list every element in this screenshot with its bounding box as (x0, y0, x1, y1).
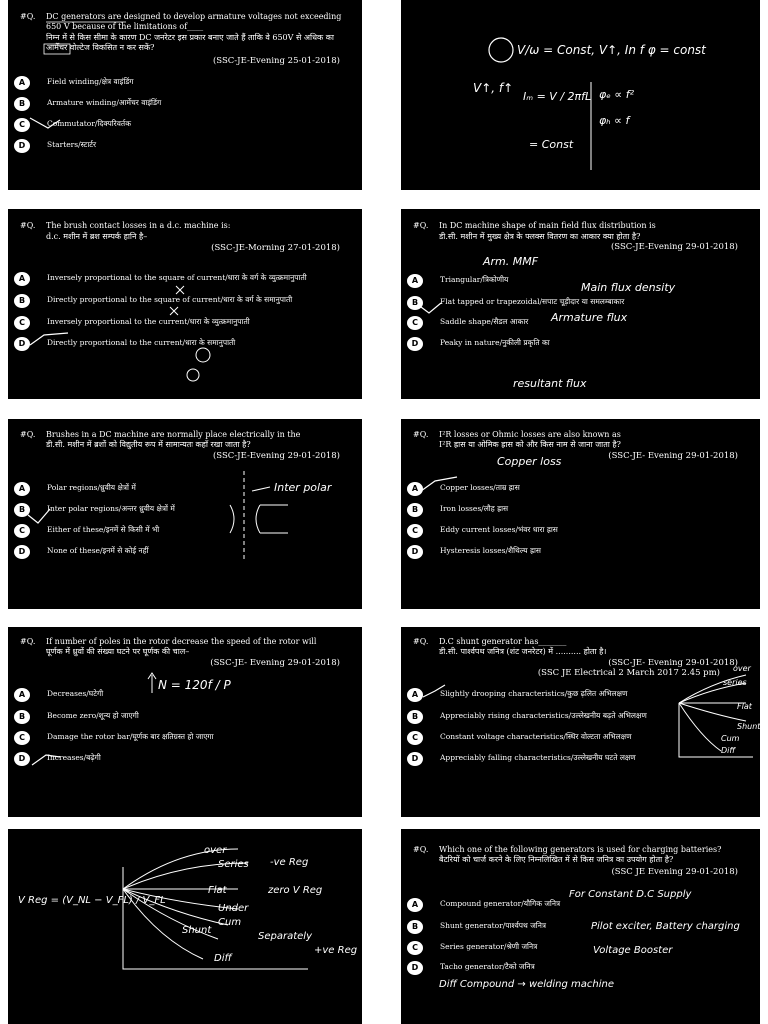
option-letter-badge: B (407, 503, 423, 517)
handwritten-annotations (8, 419, 362, 609)
question-source: (SSC-JE- Evening 29-01-2018) (210, 658, 340, 668)
option-letter-badge: D (407, 752, 423, 766)
option-text: Appreciably falling characteristics/उल्लेखनीय घटते लक्षण (440, 753, 636, 762)
handwritten-annotations (401, 829, 760, 1024)
note-text: = Const (529, 138, 574, 151)
option-text: Iron losses/लौह ह्रास (440, 504, 509, 513)
option-letter-badge: B (14, 503, 30, 517)
option-text: Hysteresis losses/शैथिल्य ह्रास (440, 546, 542, 555)
option-letter-badge: C (407, 524, 423, 538)
option-letter-badge: A (14, 272, 30, 286)
option-letter-badge: B (14, 97, 30, 111)
option-letter-badge: B (407, 710, 423, 724)
option-letter-badge: D (407, 545, 423, 559)
option-letter-badge: D (14, 752, 30, 766)
handwritten-annotations (8, 209, 362, 399)
handwritten-graph (8, 829, 362, 1024)
option-letter-badge: B (14, 710, 30, 724)
option-letter-badge: D (14, 139, 30, 153)
note-text: Separately (258, 931, 312, 942)
up-arrow-mark (148, 673, 156, 693)
question-source: (SSC-JE- Evening 29-01-2018) (608, 658, 738, 668)
option-text: None of these/इनमें से कोई नहीं (47, 546, 149, 555)
option-text: Inter polar regions/अन्तर ध्रुवीय क्षेत्रों में (47, 504, 175, 513)
question-text-hindi: डी.सी. पार्श्वपथ जनित्र (शंट जनरेटर) में .......... होता है। (439, 647, 607, 656)
note-text: zero V Reg (268, 885, 323, 896)
note-text: Main flux density (581, 281, 676, 294)
question-text: I²R losses or Ohmic losses are also known as (439, 430, 621, 439)
note-text: Diff (721, 746, 736, 755)
note-text: Pilot exciter, Battery charging (591, 921, 740, 932)
note-text: V Reg = (V_NL − V_FL) / V_FL (18, 895, 166, 906)
question-source: (SSC-JE-Evening 29-01-2018) (610, 242, 738, 252)
note-text: V/ω = Const, V↑, In f φ = const (517, 43, 706, 57)
option-text: Shunt generator/पार्श्वपथ जनित्र (440, 921, 547, 930)
option-letter-badge: C (14, 524, 30, 538)
option-text: Armature winding/आर्मेचर वाइंडिंग (47, 98, 162, 107)
arrow-mark (252, 487, 270, 491)
note-text: φₕ ∝ f (599, 114, 630, 127)
question-text: The brush contact losses in a d.c. machine is: (46, 221, 231, 230)
question-text-hindi: निम्न में से किस सीमा के कारण DC जनरेटर इस प्रकार बनाए जाते हैं ताकि वे 650V से अधिक का आर्मेचर वोल्टेज विकसित न कर सकें? (46, 33, 334, 52)
option-letter-badge: C (14, 316, 30, 330)
slide-question-7 (8, 627, 362, 817)
option-letter-badge: A (407, 274, 423, 288)
option-letter-badge: A (407, 688, 423, 702)
question-source: (SSC-JE-Evening 25-01-2018) (212, 56, 340, 66)
tick-mark (32, 755, 60, 765)
handwritten-notes (401, 0, 760, 190)
pole-shape (256, 505, 260, 533)
note-text: N = 120f / P (158, 678, 231, 692)
slide-question-8 (401, 627, 760, 817)
question-source: (SSC-JE- Evening 29-01-2018) (608, 451, 738, 461)
question-number: #Q. (20, 430, 36, 439)
note-text: Copper loss (497, 455, 562, 468)
slide-question-3 (8, 209, 362, 399)
tick-mark (423, 685, 445, 697)
question-text-hindi: बैटरियों को चार्ज करने के लिए निम्नलिखित में से किस जनित्र का उपयोग होता है? (439, 855, 674, 864)
circle-mark (44, 44, 70, 54)
question-text: DC generators are designed to develop armature voltages not exceeding 650 V because of the limitations of____ (46, 12, 342, 31)
note-text: Diff (214, 953, 232, 964)
note-text: Shunt (182, 925, 212, 936)
question-text: D.C shunt generator has_______ (439, 637, 567, 646)
circle-mark (489, 38, 513, 62)
slide-notes-9 (8, 829, 362, 1024)
circle-mark (187, 369, 199, 381)
option-letter-badge: D (14, 337, 30, 351)
question-text-hindi: डी.सी. मशीन में मुख्य क्षेत्र के फ्लक्स वितरण का आकार क्या होता है? (439, 232, 641, 241)
option-text: Appreciably rising characteristics/उल्लेखनीय बढ़ते अभिलक्षण (440, 711, 647, 720)
question-number: #Q. (413, 221, 429, 230)
option-text: Directly proportional to the current/धारा के समानुपाती (47, 338, 236, 347)
question-number: #Q. (20, 637, 36, 646)
option-letter-badge: C (407, 941, 423, 955)
note-text: Under (218, 903, 249, 914)
note-text: Iₘ = V / 2πfL (523, 90, 592, 103)
handwritten-graph (401, 627, 760, 817)
cross-mark (170, 307, 178, 315)
tick-mark (421, 477, 457, 491)
option-letter-badge: B (14, 294, 30, 308)
option-text: Polar regions/ध्रुवीय क्षेत्रों में (47, 483, 136, 492)
option-text: Inversely proportional to the current/धारा के व्युत्क्रमानुपाती (47, 317, 250, 326)
option-text: Eddy current losses/भंवर धारा ह्रास (440, 525, 558, 534)
diff-curve (679, 703, 721, 751)
option-text: Constant voltage characteristics/स्थिर वोल्टता अभिलक्षण (440, 732, 632, 741)
question-text-hindi: I²R ह्रास या ओमिक ह्रास को और किस नाम से जाना जाता है? (439, 440, 621, 449)
note-text: Armature flux (551, 311, 628, 324)
option-letter-badge: C (14, 731, 30, 745)
tick-mark (421, 303, 441, 313)
slide-notes-2 (401, 0, 760, 190)
tick-mark (28, 509, 50, 523)
note-text: Shunt (737, 722, 760, 731)
question-text-hindi: d.c. मशीन में ब्रश सम्पर्क हानि है– (46, 232, 148, 241)
question-text: If number of poles in the rotor decrease the speed of the rotor will (46, 637, 317, 646)
option-text: Compound generator/यौगिक जनित्र (440, 899, 561, 908)
note-text: Flat (208, 885, 227, 896)
question-source: (SSC-JE-Morning 27-01-2018) (211, 243, 340, 253)
option-letter-badge: A (407, 482, 423, 496)
option-text: Starters/स्टार्टर (47, 140, 97, 149)
question-number: #Q. (20, 221, 36, 230)
option-text: Flat tapped or trapezoidal/सपाट चूड़ीदार या समलम्बाकार (440, 297, 625, 306)
option-letter-badge: D (407, 961, 423, 975)
option-letter-badge: A (14, 482, 30, 496)
option-text: Increases/बढ़ेगी (47, 753, 101, 762)
option-letter-badge: A (14, 76, 30, 90)
option-letter-badge: B (407, 296, 423, 310)
question-source: (SSC JE Evening 29-01-2018) (611, 867, 738, 877)
option-letter-badge: C (14, 118, 30, 132)
option-text: Decreases/घटेगी (47, 689, 104, 698)
question-number: #Q. (413, 845, 429, 854)
note-text: Series (218, 859, 249, 870)
option-text: Peaky in nature/नुकीली प्रकृति का (440, 338, 550, 347)
slide-question-5 (8, 419, 362, 609)
option-text: Field winding/क्षेत्र वाइंडिंग (47, 77, 134, 86)
option-text: Tacho generator/टैको जनित्र (440, 962, 535, 971)
slide-question-1 (8, 0, 362, 190)
note-text: Voltage Booster (593, 945, 673, 956)
question-text: In DC machine shape of main field flux distribution is (439, 221, 656, 230)
option-text: Triangular/त्रिकोणीय (440, 275, 509, 284)
pole-shape (260, 505, 288, 533)
note-text: Inter polar (274, 481, 332, 494)
option-text: Commutator/दिक्परिवर्तक (47, 119, 131, 128)
question-source: (SSC-JE-Evening 29-01-2018) (212, 451, 340, 461)
note-text: Arm. MMF (483, 255, 539, 268)
option-text: Directly proportional to the square of current/धारा के वर्ग के समानुपाती (47, 295, 293, 304)
option-text: Either of these/इनमें से किसी में भी (47, 525, 160, 534)
question-text: Brushes in a DC machine are normally place electrically in the (46, 430, 301, 439)
note-text: series (723, 678, 747, 687)
slide-question-10 (401, 829, 760, 1024)
option-letter-badge: D (14, 545, 30, 559)
option-letter-badge: D (407, 337, 423, 351)
handwritten-annotations (8, 627, 362, 817)
option-letter-badge: A (407, 898, 423, 912)
question-number: #Q. (413, 430, 429, 439)
slide-question-4 (401, 209, 760, 399)
handwritten-annotations (401, 209, 760, 399)
option-letter-badge: B (407, 920, 423, 934)
question-text-hindi: डी.सी. मशीन में ब्रशों को विद्युतीय रूप में सामान्यतः कहाँ रखा जाता है? (46, 440, 251, 449)
cross-mark (176, 286, 184, 294)
note-text: over (733, 664, 751, 673)
note-text: φₑ ∝ f² (599, 88, 634, 101)
option-text: Series generator/श्रेणी जनित्र (440, 942, 538, 951)
tick-mark (30, 118, 60, 128)
question-number: #Q. (413, 637, 429, 646)
note-text: Cum (218, 917, 242, 928)
slide-question-6 (401, 419, 760, 609)
option-text: Copper losses/ताम्र ह्रास (440, 483, 520, 492)
question-number: #Q. (20, 12, 36, 21)
note-text: For Constant D.C Supply (569, 889, 692, 900)
handwritten-annotations (8, 0, 362, 190)
note-text: over (204, 845, 227, 856)
handwritten-annotations (401, 419, 760, 609)
question-text: Which one of the following generators is used for charging batteries? (439, 845, 722, 854)
circle-mark (196, 348, 210, 362)
option-letter-badge: A (14, 688, 30, 702)
pole-shape (230, 505, 234, 533)
note-text: V↑, f↑ (473, 81, 514, 95)
note-text: resultant flux (513, 377, 587, 390)
option-text: Become zero/शून्य हो जाएगी (47, 711, 139, 720)
option-text: Slightly drooping characteristics/कुछ ढ़लित अभिलक्षण (440, 689, 628, 698)
option-text: Inversely proportional to the square of current/धारा के वर्ग के व्युत्क्रमानुपाती (47, 273, 307, 282)
question-text-hindi: घूर्णक में ध्रुवों की संख्या घटने पर घूर्णक की चाल– (46, 647, 190, 656)
option-text: Damage the rotor bar/घूर्णक बार क्षतिग्रस्त हो जाएगा (47, 732, 214, 741)
note-text: Diff Compound → welding machine (439, 979, 615, 990)
tick-mark (30, 333, 68, 345)
note-text: +ve Reg (314, 945, 358, 956)
note-text: Flat (737, 702, 752, 711)
option-text: Saddle shape/सैडल आकार (440, 317, 529, 326)
note-text: Cum (721, 734, 740, 743)
option-letter-badge: C (407, 731, 423, 745)
note-text: -ve Reg (270, 857, 309, 868)
option-letter-badge: C (407, 316, 423, 330)
question-source-secondary: (SSC JE Electrical 2 March 2017 2.45 pm) (537, 668, 720, 678)
